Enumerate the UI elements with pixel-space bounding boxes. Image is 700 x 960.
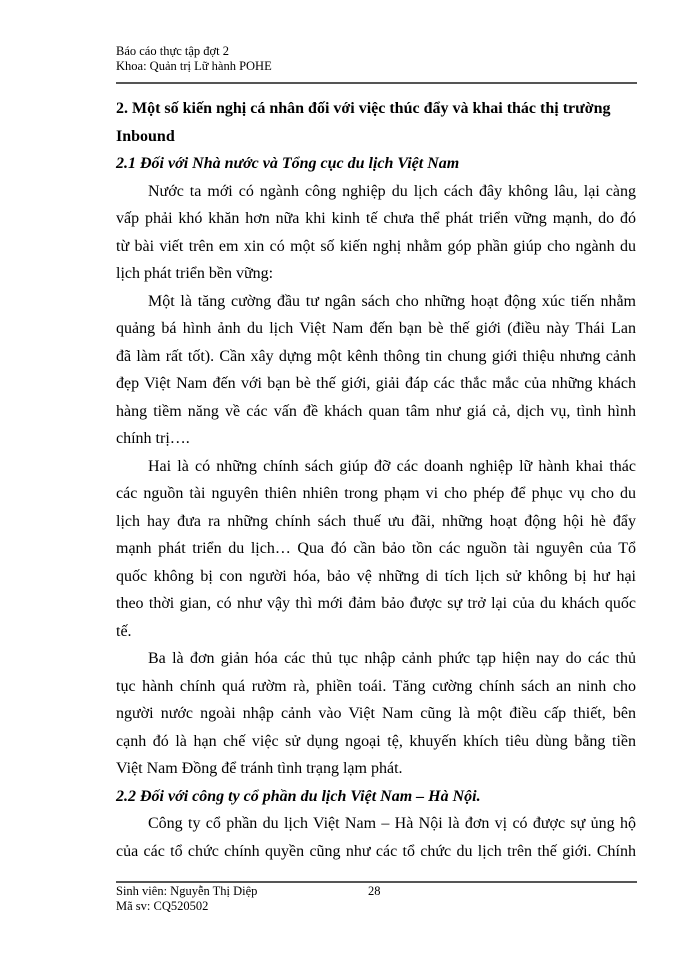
- page-footer: [116, 884, 636, 914]
- page-number: 28: [368, 884, 381, 898]
- faculty-label: Khoa: Quản trị Lữ hành POHE: [116, 59, 272, 73]
- paragraph: [116, 810, 636, 865]
- subsection-heading: [116, 150, 636, 178]
- footer-rule: [116, 881, 637, 883]
- text-line: của các tổ chức chính quyền cũng như các tổ chức du lịch trên thế giới. Chính: [116, 842, 636, 860]
- text-line: đẹp Việt Nam đến với bạn bè thế giới, giải đáp các thắc mắc của những khách: [116, 375, 636, 392]
- text-line: hàng tiềm năng về các vấn đề khách quan tâm như giá cả, dịch vụ, tình hình: [116, 402, 636, 420]
- paragraph: [116, 645, 636, 783]
- text-line: tế.: [116, 622, 132, 640]
- document-body: [116, 95, 636, 865]
- paragraph: [116, 178, 636, 288]
- text-line: Công ty cổ phần du lịch Việt Nam – Hà Nội là đơn vị có được sự ủng hộ: [148, 815, 636, 832]
- text-line: vấp phải khó khăn hơn nữa khi kinh tế chưa thể phát triển vững mạnh, do đó: [116, 210, 636, 227]
- text-line: cạnh đó là hạn chế việc sử dụng ngoại tệ, khuyến khích tiêu dùng bằng tiền: [116, 732, 636, 750]
- text-line: mạnh phát triển du lịch… Qua đó cần bảo tồn các nguồn tài nguyên của Tổ: [116, 540, 636, 557]
- header-rule: [116, 82, 637, 84]
- text-line: lịch hay đưa ra những chính sách thuế ưu đãi, những hoạt động hội hè đẩy: [116, 512, 636, 530]
- text-line: quốc không bị con người hóa, bảo vệ những di tích lịch sử không bị hư hại: [116, 567, 636, 585]
- paragraph: [116, 453, 636, 646]
- student-name: Sinh viên: Nguyễn Thị Diệp: [116, 884, 258, 898]
- text-line: lịch phát triển bền vững:: [116, 265, 274, 282]
- text-line: chính trị….: [116, 430, 190, 447]
- text-line: Nước ta mới có ngành công nghiệp du lịch cách đây không lâu, lại càng: [148, 182, 636, 200]
- text-line: 2.1 Đối với Nhà nước và Tổng cục du lịch Việt Nam: [116, 155, 460, 172]
- text-line: Inbound: [116, 127, 175, 145]
- student-id: Mã sv: CQ520502: [116, 899, 209, 913]
- text-line: theo thời gian, có như vậy thì mới đảm bảo được sự trở lại của du khách quốc: [116, 595, 636, 612]
- text-line: tục hành chính quá rườm rà, phiền toái. Tăng cường chính sách an ninh cho: [116, 677, 636, 695]
- text-line: Hai là có những chính sách giúp đỡ các doanh nghiệp lữ hành khai thác: [148, 457, 636, 475]
- text-line: đã làm rất tốt). Cần xây dựng một kênh thông tin chung giới thiệu nhưng cảnh: [116, 347, 636, 365]
- text-line: Một là tăng cường đầu tư ngân sách cho những hoạt động xúc tiến nhằm: [148, 292, 636, 310]
- text-line: Ba là đơn giản hóa các thủ tục nhập cảnh phức tạp hiện nay do các thủ: [148, 650, 636, 667]
- text-line: 2. Một số kiến nghị cá nhân đối với việc thúc đẩy và khai thác thị trường: [116, 100, 611, 117]
- section-heading: [116, 95, 636, 150]
- text-line: 2.2 Đối với công ty cổ phần du lịch Việt Nam – Hà Nội.: [116, 787, 481, 805]
- subsection-heading: [116, 783, 636, 811]
- text-line: Việt Nam Đồng để tránh tình trạng lạm phát.: [116, 760, 403, 777]
- text-line: các nguồn tài nguyên thiên nhiên trong phạm vi cho phép để phục vụ cho du: [116, 485, 636, 502]
- page-header: [116, 44, 272, 74]
- report-title: Báo cáo thực tập đợt 2: [116, 44, 230, 58]
- text-line: quảng bá hình ảnh du lịch Việt Nam đến bạn bè thế giới (điều này Thái Lan: [116, 320, 636, 337]
- paragraph: [116, 288, 636, 453]
- text-line: người nước ngoài nhập cảnh vào Việt Nam cũng là một điều cấp thiết, bên: [116, 705, 636, 722]
- text-line: từ bài viết trên em xin có một số kiến nghị nhằm góp phần giúp cho ngành du: [116, 237, 636, 255]
